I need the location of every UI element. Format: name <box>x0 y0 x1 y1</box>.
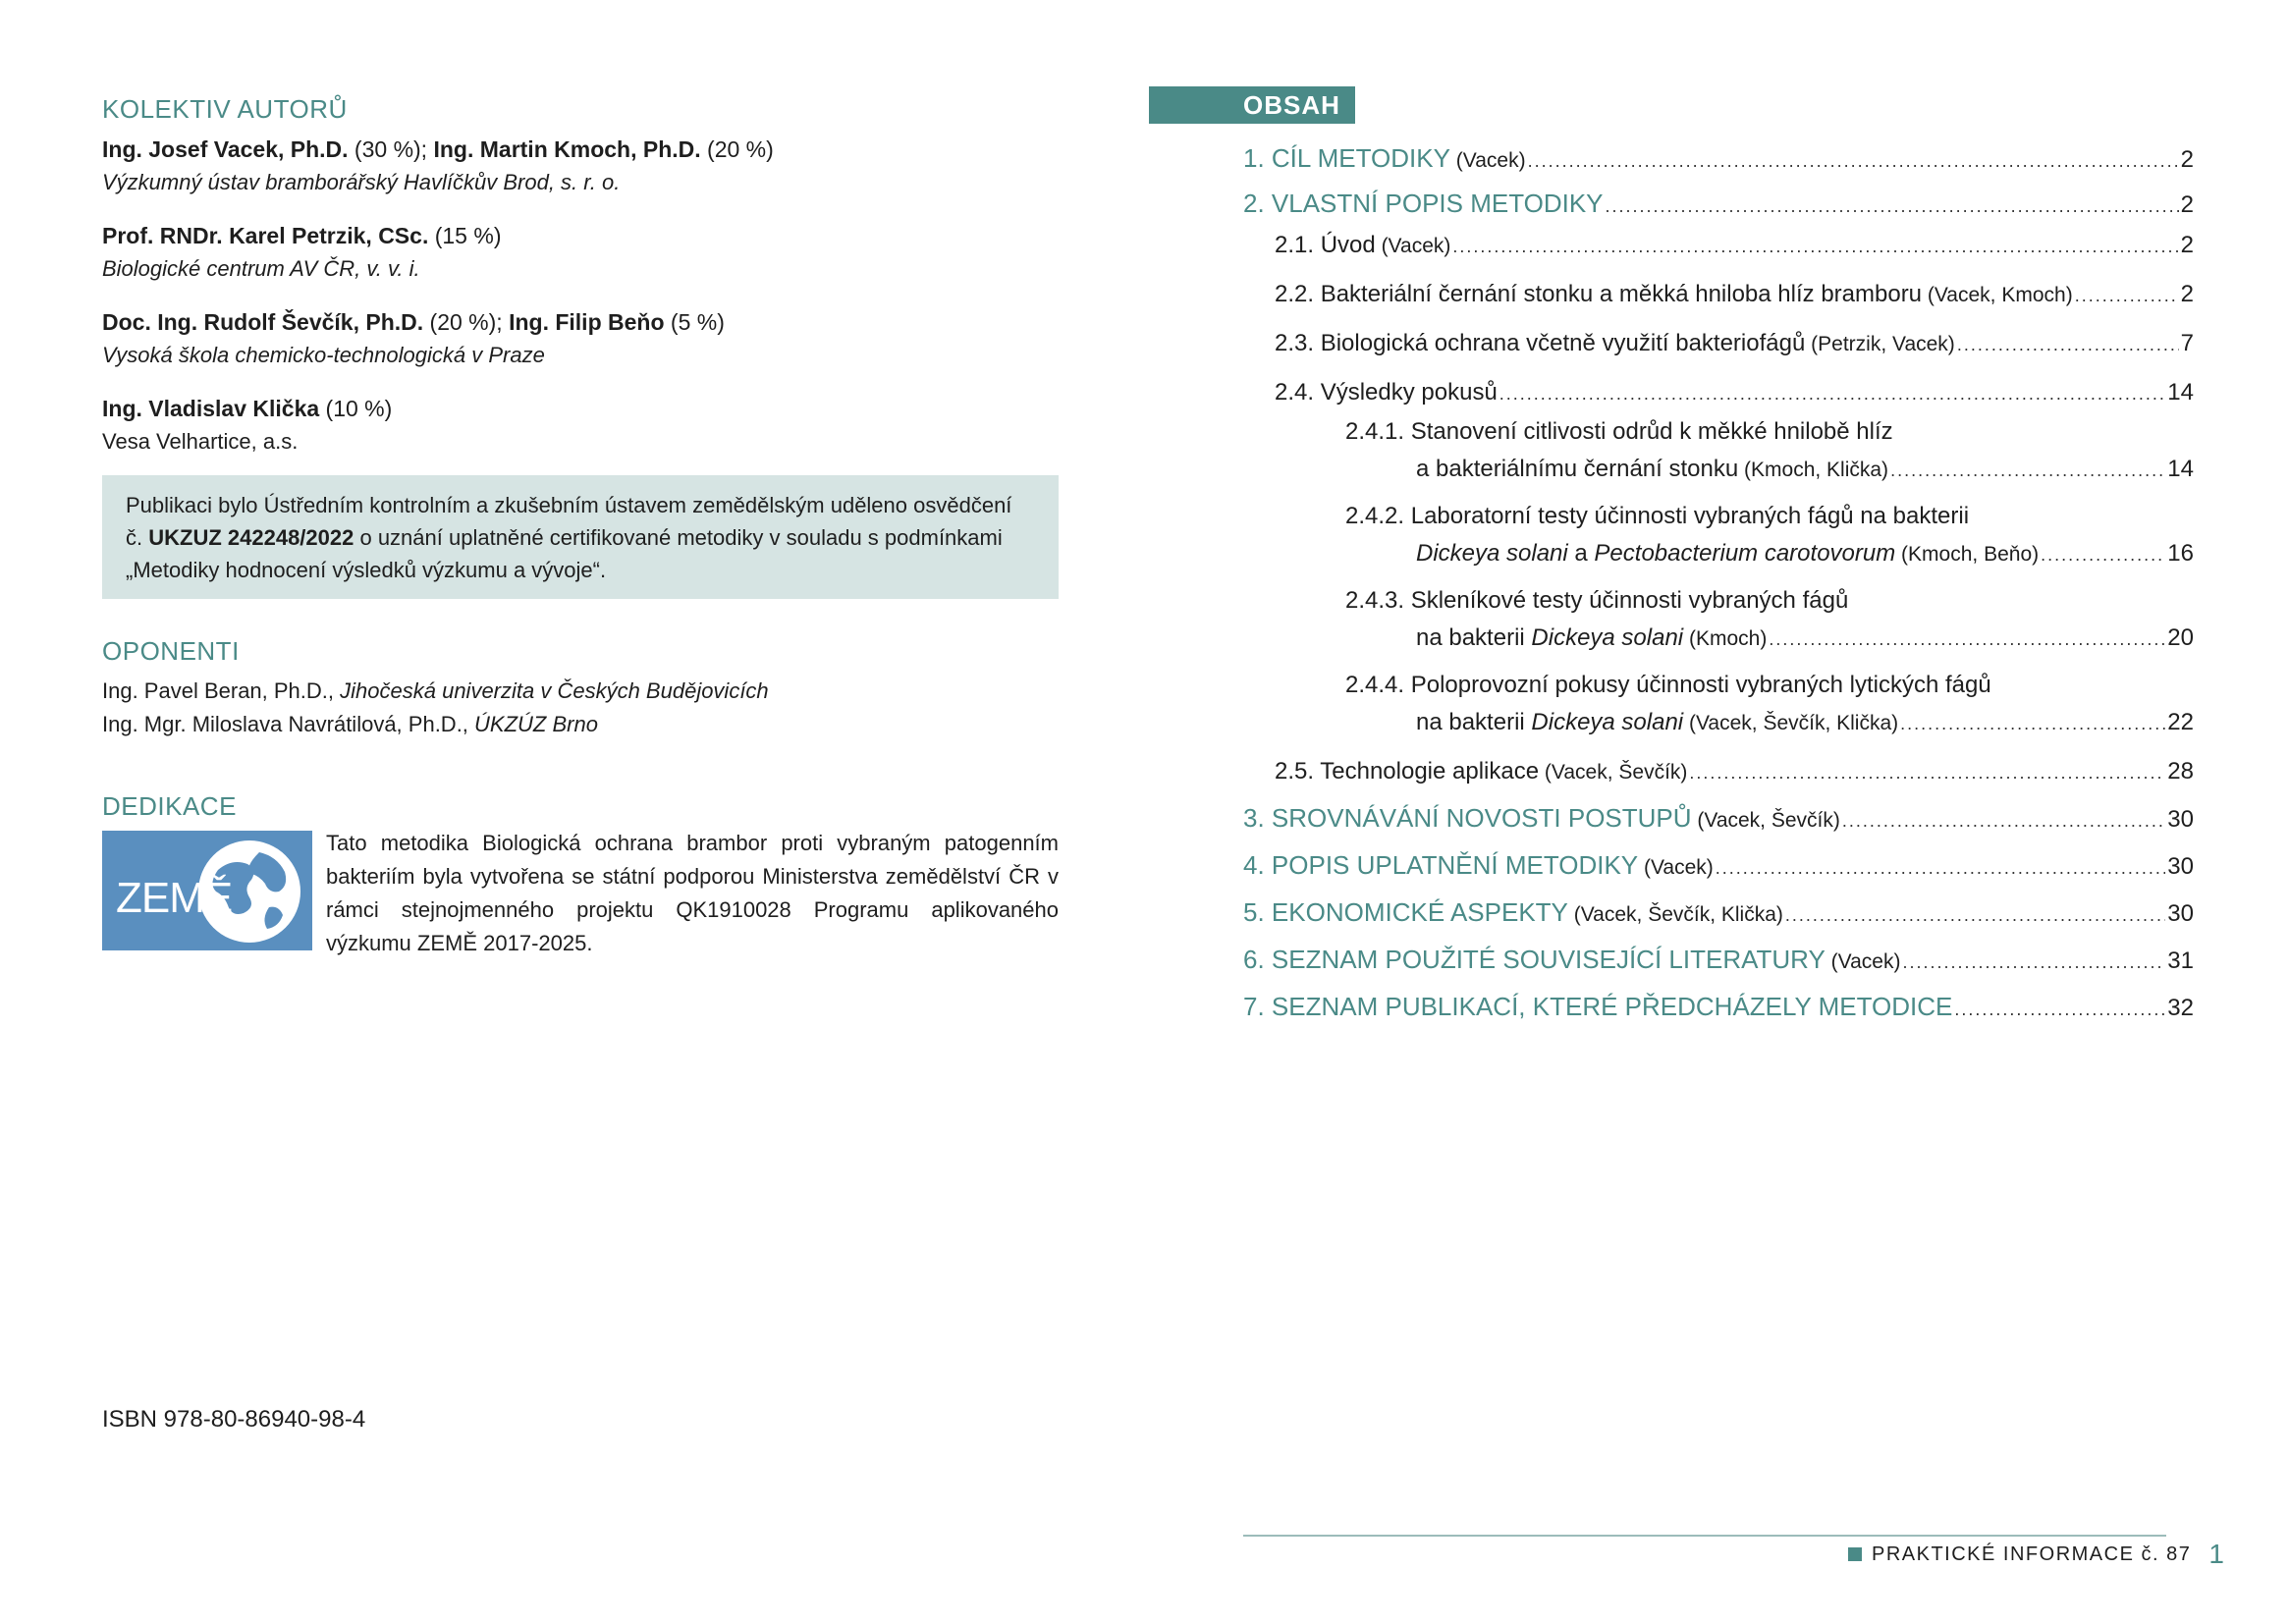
toc-entry-authors: (Vacek, Ševčík) <box>1691 809 1840 832</box>
toc-leader <box>1528 151 2179 172</box>
toc-entry-title: 2. VLASTNÍ POPIS METODIKY <box>1243 189 1604 218</box>
toc-page: 31 <box>2167 947 2194 974</box>
author-share: (20 %); <box>423 309 510 336</box>
author-group <box>102 133 1059 199</box>
toc-page: 14 <box>2167 456 2194 482</box>
toc-entry-authors: (Vacek, Ševčík, Klička) <box>1567 903 1783 926</box>
toc-leader <box>2075 286 2179 306</box>
toc-page: 2 <box>2180 232 2194 258</box>
author-group <box>102 219 1059 286</box>
toc-entry-title: a bakteriálnímu černání stonku <box>1416 456 1739 482</box>
toc-entry-title: 3. SROVNÁVÁNÍ NOVOSTI POSTUPŮ <box>1243 803 1692 833</box>
footer-label: PRAKTICKÉ INFORMACE č. 87 <box>1872 1543 2192 1565</box>
author-name: Ing. Vladislav Klička <box>102 396 320 422</box>
toc-leader <box>1902 952 2165 973</box>
author-affiliation: Vesa Velhartice, a.s. <box>102 429 299 455</box>
toc-entry-authors: (Vacek, Ševčík) <box>1539 761 1688 784</box>
certificate-number: UKZUZ 242248/2022 <box>148 525 354 550</box>
toc-entry-title: 5. EKONOMICKÉ ASPEKTY <box>1243 897 1568 927</box>
toc-entry-authors: (Vacek, Kmoch) <box>1922 284 2073 306</box>
toc-entry-authors: (Vacek, Ševčík, Klička) <box>1683 712 1899 734</box>
author-share: (15 %) <box>428 223 502 249</box>
toc-subhead: 2.4.3. Skleníkové testy účinnosti vybraných fágů <box>1345 587 1849 614</box>
toc-entry[interactable] <box>1275 758 2194 785</box>
toc-leader <box>2041 545 2165 566</box>
isbn: ISBN 978-80-86940-98-4 <box>102 1406 366 1433</box>
author-share: (20 %) <box>700 136 774 163</box>
certificate-line-3: „Metodiky hodnocení výsledků výzkumu a vývoje“. <box>126 558 607 582</box>
certificate-suffix: o uznání uplatněné certifikované metodiky v souladu s podmínkami <box>354 525 1003 550</box>
page-number: 1 <box>2208 1539 2224 1569</box>
authors-section <box>102 94 1059 478</box>
toc-entry-species: Dickeya solani <box>1416 540 1568 567</box>
toc-entry[interactable] <box>1243 945 2194 975</box>
toc-entry-title: 2.3. Biologická ochrana včetně využití bakteriofágů <box>1275 330 1806 356</box>
toc-leader <box>1785 905 2165 926</box>
author-name: Prof. RNDr. Karel Petrzik, CSc. <box>102 223 429 249</box>
toc-leader <box>1452 237 2178 257</box>
dedication-section <box>102 791 1059 955</box>
author-share: (30 %); <box>348 136 434 163</box>
opponent-name: Ing. Pavel Beran, Ph.D., <box>102 678 341 704</box>
toc-entry-title: 2.1. Úvod <box>1275 232 1376 258</box>
opponent-org: ÚKZÚZ Brno <box>474 712 598 737</box>
toc-page: 30 <box>2167 806 2194 833</box>
author-name: Ing. Martin Kmoch, Ph.D. <box>433 136 701 163</box>
toc-page: 2 <box>2180 146 2194 173</box>
authors-title: KOLEKTIV AUTORŮ <box>102 94 348 124</box>
toc-entry[interactable] <box>1243 143 2194 174</box>
toc-entry-title: 2.4. Výsledky pokusů <box>1275 379 1498 406</box>
toc-leader <box>1606 196 2179 217</box>
toc-entry-authors: (Kmoch) <box>1683 627 1768 650</box>
toc-entry-species: Dickeya solani <box>1531 709 1684 735</box>
toc-entry-title: 1. CÍL METODIKY <box>1243 143 1450 173</box>
toc-entry[interactable] <box>1275 330 2194 357</box>
toc-entry-authors: (Kmoch, Beňo) <box>1895 543 2040 566</box>
author-name: Ing. Josef Vacek, Ph.D. <box>102 136 349 163</box>
toc-page: 20 <box>2167 624 2194 651</box>
author-group <box>102 305 1059 372</box>
page-footer <box>1848 1539 2224 1570</box>
toc-entry-authors: (Vacek) <box>1638 856 1714 879</box>
toc-entry[interactable] <box>1416 709 2194 736</box>
toc-leader <box>1900 714 2165 734</box>
toc-entry[interactable] <box>1243 992 2194 1022</box>
toc-entry-title: 7. SEZNAM PUBLIKACÍ, KTERÉ PŘEDCHÁZELY METODICE <box>1243 992 1953 1021</box>
toc-entry-title: 6. SEZNAM POUŽITÉ SOUVISEJÍCÍ LITERATURY <box>1243 945 1826 974</box>
toc-subhead: 2.4.4. Poloprovozní pokusy účinnosti vybraných lytických fágů <box>1345 672 1991 698</box>
toc-entry-authors: (Kmoch, Klička) <box>1738 459 1889 481</box>
toc-page: 30 <box>2167 900 2194 927</box>
toc-page: 2 <box>2180 281 2194 307</box>
toc-entry-title-mid: a <box>1567 540 1595 567</box>
toc-leader <box>1689 763 2165 784</box>
toc-entry-species: Dickeya solani <box>1531 624 1684 651</box>
toc-entry[interactable] <box>1416 456 2194 483</box>
certificate-line-1: Publikaci bylo Ústředním kontrolním a zkušebním ústavem zemědělským uděleno osvědčení <box>126 493 1012 517</box>
opponent-name: Ing. Mgr. Miloslava Navrátilová, Ph.D., <box>102 712 475 737</box>
toc-page: 32 <box>2167 995 2194 1021</box>
toc-entry[interactable] <box>1243 803 2194 834</box>
toc-entry[interactable] <box>1416 540 2194 568</box>
toc-page: 28 <box>2167 758 2194 785</box>
toc-entry[interactable] <box>1275 281 2194 308</box>
certificate-prefix: č. <box>126 525 149 550</box>
toc-page: 7 <box>2180 330 2194 356</box>
opponent-item <box>102 708 1059 741</box>
toc-leader <box>1954 1000 2165 1020</box>
dedication-text: Tato metodika Biologická ochrana brambor proti vybraným patogenním bakteriím byla vytvořena se státní podporou Ministerstva zemědělství ČR v rámci stejnojmenného projektu QK1910028 Programu aplikovaného výzkumu ZEMĚ 2017-2025. <box>326 831 1059 955</box>
toc-leader <box>1957 335 2179 355</box>
author-name: Doc. Ing. Rudolf Ševčík, Ph.D. <box>102 309 424 336</box>
toc-page: 14 <box>2167 379 2194 406</box>
toc-entry-authors: (Vacek) <box>1449 149 1526 172</box>
toc-entry[interactable] <box>1243 189 2194 219</box>
zeme-logo <box>102 831 312 950</box>
opponents-title: OPONENTI <box>102 636 240 666</box>
toc-entry-authors: (Vacek) <box>1375 235 1451 257</box>
toc-entry-species: Pectobacterium carotovorum <box>1594 540 1896 567</box>
toc-entry-title: na bakterii <box>1416 624 1532 651</box>
toc-entry[interactable] <box>1275 379 2194 406</box>
opponent-org: Jihočeská univerzita v Českých Budějovicích <box>340 678 769 704</box>
toc-leader <box>1769 629 2165 650</box>
dedication-title: DEDIKACE <box>102 791 237 821</box>
logo-text: ZEMĚ <box>116 874 233 922</box>
author-affiliation: Výzkumný ústav bramborářský Havlíčkův Brod, s. r. o. <box>102 170 621 195</box>
toc-entry[interactable] <box>1416 624 2194 652</box>
footer-rule <box>1243 1535 2166 1537</box>
toc-leader <box>1842 811 2165 832</box>
author-share: (5 %) <box>664 309 725 336</box>
toc-leader <box>1890 460 2165 481</box>
toc-entry-title: na bakterii <box>1416 709 1532 735</box>
author-affiliation: Biologické centrum AV ČR, v. v. i. <box>102 256 420 282</box>
toc-page: 16 <box>2167 540 2194 567</box>
toc-entry-authors: (Vacek) <box>1825 950 1901 973</box>
certificate-box <box>102 475 1059 599</box>
opponent-item <box>102 675 1059 708</box>
toc-entry[interactable] <box>1275 232 2194 259</box>
toc-subhead: 2.4.2. Laboratorní testy účinnosti vybraných fágů na bakterii <box>1345 503 1970 529</box>
toc-subhead: 2.4.1. Stanovení citlivosti odrůd k měkké hnilobě hlíz <box>1345 418 1893 445</box>
toc-title: OBSAH <box>1149 86 1355 124</box>
author-group <box>102 392 1059 459</box>
author-name: Ing. Filip Beňo <box>509 309 665 336</box>
toc-entry-title: 2.2. Bakteriální černání stonku a měkká hniloba hlíz bramboru <box>1275 281 1923 307</box>
toc-leader <box>1499 384 2166 405</box>
toc-page: 2 <box>2180 191 2194 218</box>
toc-page: 22 <box>2167 709 2194 735</box>
author-affiliation: Vysoká škola chemicko-technologická v Praze <box>102 343 545 368</box>
toc-entry-title: 4. POPIS UPLATNĚNÍ METODIKY <box>1243 850 1639 880</box>
toc-entry[interactable] <box>1243 850 2194 881</box>
toc-entry-authors: (Petrzik, Vacek) <box>1805 333 1955 355</box>
toc-page: 30 <box>2167 853 2194 880</box>
certificate-line-2 <box>126 521 1035 554</box>
opponents-section <box>102 636 1059 741</box>
square-icon <box>1848 1547 1862 1561</box>
toc-entry[interactable] <box>1243 897 2194 928</box>
author-share: (10 %) <box>319 396 393 422</box>
toc-leader <box>1716 858 2166 879</box>
toc-entry-title: 2.5. Technologie aplikace <box>1275 758 1540 785</box>
